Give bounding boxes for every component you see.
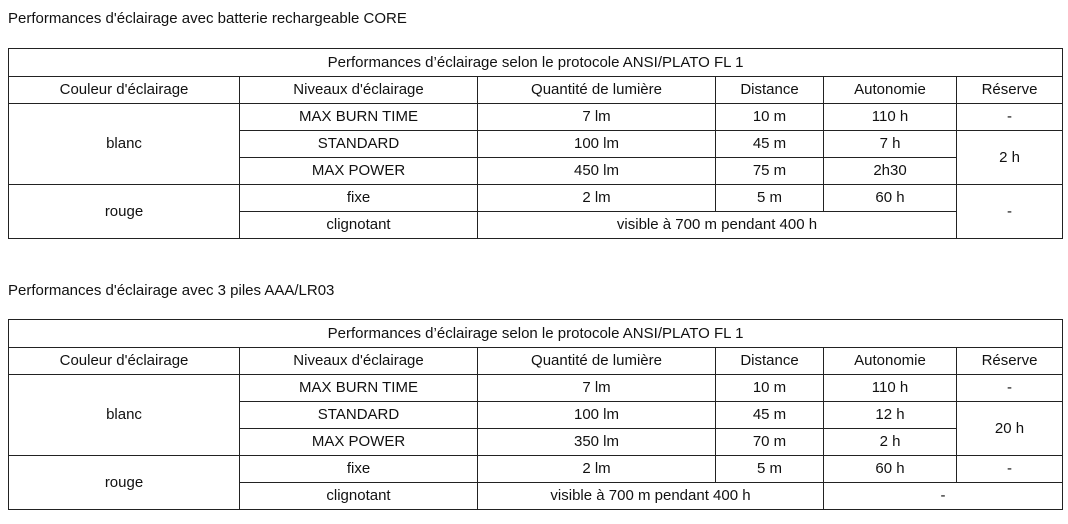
group-label-rouge: rouge <box>9 456 240 510</box>
cell-merged-autonomy-reserve: - <box>824 483 1063 510</box>
group-label-blanc: blanc <box>9 104 240 185</box>
table-row <box>9 185 1063 212</box>
cell-distance: 45 m <box>716 402 824 429</box>
cell-autonomy: 7 h <box>824 131 957 158</box>
table-header-row <box>9 77 1063 104</box>
cell-distance: 75 m <box>716 158 824 185</box>
header-reserve: Réserve <box>957 77 1063 104</box>
cell-reserve: 20 h <box>957 402 1063 456</box>
cell-merged-visibility: visible à 700 m pendant 400 h <box>478 483 824 510</box>
cell-light: 7 lm <box>478 375 716 402</box>
cell-light: 2 lm <box>478 185 716 212</box>
cell-level: MAX BURN TIME <box>240 104 478 131</box>
cell-merged-visibility: visible à 700 m pendant 400 h <box>478 212 957 239</box>
cell-level: MAX POWER <box>240 158 478 185</box>
cell-level: STANDARD <box>240 131 478 158</box>
header-quantite: Quantité de lumière <box>478 348 716 375</box>
cell-distance: 70 m <box>716 429 824 456</box>
cell-distance: 10 m <box>716 375 824 402</box>
group-label-rouge: rouge <box>9 185 240 239</box>
cell-level: clignotant <box>240 483 478 510</box>
cell-light: 100 lm <box>478 402 716 429</box>
group-label-blanc: blanc <box>9 375 240 456</box>
header-autonomie: Autonomie <box>824 348 957 375</box>
cell-light: 350 lm <box>478 429 716 456</box>
cell-distance: 10 m <box>716 104 824 131</box>
table-title: Performances d’éclairage selon le protocole ANSI/PLATO FL 1 <box>9 320 1063 348</box>
header-reserve: Réserve <box>957 348 1063 375</box>
header-couleur: Couleur d'éclairage <box>9 348 240 375</box>
cell-autonomy: 60 h <box>824 185 957 212</box>
cell-light: 450 lm <box>478 158 716 185</box>
cell-light: 7 lm <box>478 104 716 131</box>
cell-distance: 5 m <box>716 185 824 212</box>
header-quantite: Quantité de lumière <box>478 77 716 104</box>
cell-level: MAX BURN TIME <box>240 375 478 402</box>
cell-level: fixe <box>240 185 478 212</box>
performance-table-aaa <box>8 319 1063 510</box>
cell-reserve: 2 h <box>957 131 1063 185</box>
cell-reserve: - <box>957 104 1063 131</box>
cell-level: clignotant <box>240 212 478 239</box>
header-niveaux: Niveaux d'éclairage <box>240 77 478 104</box>
cell-light: 100 lm <box>478 131 716 158</box>
cell-reserve: - <box>957 185 1063 239</box>
cell-autonomy: 12 h <box>824 402 957 429</box>
header-distance: Distance <box>716 77 824 104</box>
cell-distance: 45 m <box>716 131 824 158</box>
header-couleur: Couleur d'éclairage <box>9 77 240 104</box>
table-row <box>9 375 1063 402</box>
cell-distance: 5 m <box>716 456 824 483</box>
header-autonomie: Autonomie <box>824 77 957 104</box>
table-row <box>9 104 1063 131</box>
cell-level: MAX POWER <box>240 429 478 456</box>
table-title-row <box>9 320 1063 348</box>
section-heading-core: Performances d'éclairage avec batterie rechargeable CORE <box>8 10 407 27</box>
cell-reserve: - <box>957 375 1063 402</box>
cell-autonomy: 2 h <box>824 429 957 456</box>
cell-level: fixe <box>240 456 478 483</box>
cell-autonomy: 60 h <box>824 456 957 483</box>
table-title: Performances d’éclairage selon le protocole ANSI/PLATO FL 1 <box>9 49 1063 77</box>
cell-reserve: - <box>957 456 1063 483</box>
cell-autonomy: 110 h <box>824 375 957 402</box>
cell-autonomy: 110 h <box>824 104 957 131</box>
cell-level: STANDARD <box>240 402 478 429</box>
header-distance: Distance <box>716 348 824 375</box>
header-niveaux: Niveaux d'éclairage <box>240 348 478 375</box>
cell-light: 2 lm <box>478 456 716 483</box>
performance-table-core <box>8 48 1063 239</box>
table-title-row <box>9 49 1063 77</box>
section-heading-aaa: Performances d'éclairage avec 3 piles AAA/LR03 <box>8 282 335 299</box>
table-header-row <box>9 348 1063 375</box>
cell-autonomy: 2h30 <box>824 158 957 185</box>
table-row <box>9 456 1063 483</box>
